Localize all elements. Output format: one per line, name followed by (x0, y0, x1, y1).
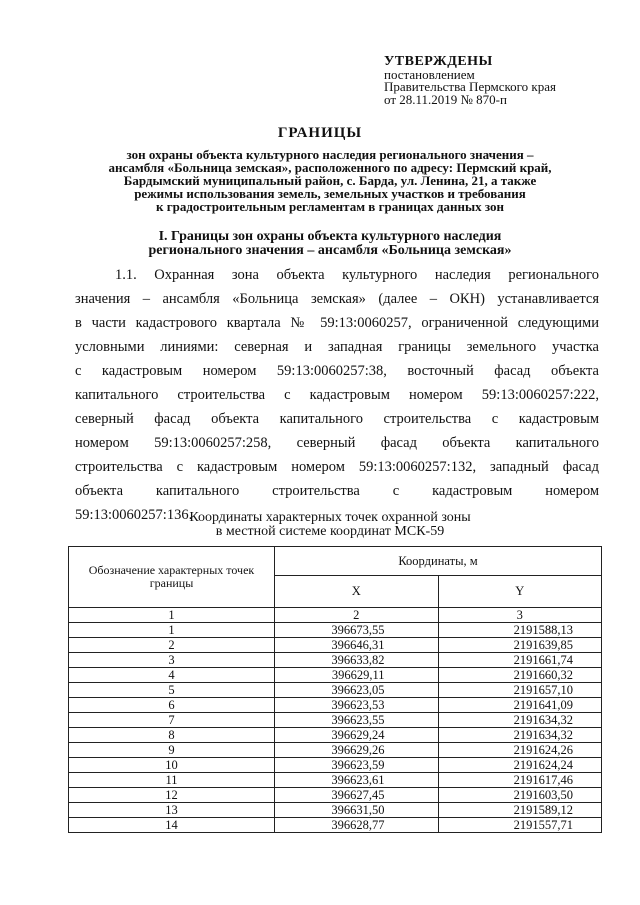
y-coordinate-cell: 2191634,32 (438, 728, 602, 743)
table-row (69, 728, 602, 743)
table-caption-line: в местной системе координат МСК-59 (215, 524, 445, 539)
approval-line: от 28.11.2019 № 870-п (384, 91, 507, 107)
paragraph-line: номером 59:13:0060257:258, северный фасад объекта капитального (75, 435, 599, 451)
x-coordinate-cell: 396627,45 (275, 788, 439, 803)
approval-stamp (384, 56, 556, 106)
y-coordinate-cell: 2191588,13 (438, 623, 602, 638)
column-number: 2 (275, 608, 439, 623)
x-coordinate-cell: 396633,82 (275, 653, 439, 668)
point-number-cell: 6 (69, 698, 275, 713)
y-coordinate-cell: 2191634,32 (438, 713, 602, 728)
y-coordinate-cell: 2191657,10 (438, 683, 602, 698)
x-coordinate-cell: 396623,61 (275, 773, 439, 788)
y-coordinate-cell: 2191603,50 (438, 788, 602, 803)
table-row (69, 758, 602, 773)
column-numbering-row (69, 608, 602, 623)
point-number-cell: 14 (69, 818, 275, 833)
table-row (69, 638, 602, 653)
table-row (69, 713, 602, 728)
x-coordinate-cell: 396646,31 (275, 638, 439, 653)
column-number: 1 (69, 608, 275, 623)
subtitle-line: ансамбля «Больница земская», расположенного по адресу: Пермский край, (108, 160, 552, 175)
x-coordinate-cell: 396623,05 (275, 683, 439, 698)
y-coordinate-cell: 2191661,74 (438, 653, 602, 668)
approval-line: постановлением (384, 66, 475, 82)
paragraph-line: 59:13:0060257:136. (75, 507, 193, 523)
paragraph-line: значения – ансамбля «Больница земская» (далее – ОКН) устанавливается (75, 291, 599, 307)
x-coordinate-cell: 396628,77 (275, 818, 439, 833)
coordinates-table (68, 546, 602, 833)
table-caption-line: Координаты характерных точек охранной зоны (189, 510, 471, 525)
document-title: ГРАНИЦЫ (277, 125, 363, 141)
x-coordinate-cell: 396623,59 (275, 758, 439, 773)
table-row (69, 818, 602, 833)
approval-line: Правительства Пермского края (384, 79, 556, 94)
y-coordinate-cell: 2191617,46 (438, 773, 602, 788)
table-row (69, 788, 602, 803)
paragraph-line: объекта капитального строительства с кадастровым номером (75, 483, 599, 499)
point-number-cell: 4 (69, 668, 275, 683)
table-row (69, 698, 602, 713)
approval-title: УТВЕРЖДЕНЫ (384, 54, 493, 69)
section-heading-line: регионального значения – ансамбля «Больница земская» (148, 243, 512, 258)
y-coordinate-cell: 2191660,32 (438, 668, 602, 683)
paragraph-line: условными линиями: северная и западная границы земельного участка (75, 339, 599, 355)
x-coordinate-cell: 396631,50 (275, 803, 439, 818)
point-number-cell: 13 (69, 803, 275, 818)
subtitle-line: к градостроительным регламентам в границах данных зон (155, 199, 505, 214)
point-number-cell: 7 (69, 713, 275, 728)
point-number-cell: 12 (69, 788, 275, 803)
x-coordinate-cell: 396623,53 (275, 698, 439, 713)
point-number-cell: 3 (69, 653, 275, 668)
subtitle-line: режимы использования земель, земельных участков и требования (134, 186, 526, 201)
paragraph-line: 1.1. Охранная зона объекта культурного наследия регионального (115, 267, 599, 283)
point-number-cell: 10 (69, 758, 275, 773)
point-number-cell: 11 (69, 773, 275, 788)
header-y: Y (438, 576, 602, 608)
subtitle-line: Бардымский муниципальный район, с. Барда, ул. Ленина, 21, а также (123, 173, 537, 188)
point-number-cell: 1 (69, 623, 275, 638)
y-coordinate-cell: 2191639,85 (438, 638, 602, 653)
subtitle-line: зон охраны объекта культурного наследия регионального значения – (126, 147, 534, 162)
table-row (69, 668, 602, 683)
header-coordinates: Координаты, м (275, 547, 602, 576)
x-coordinate-cell: 396629,11 (275, 668, 439, 683)
y-coordinate-cell: 2191624,26 (438, 743, 602, 758)
section-paragraph (75, 263, 599, 527)
table-row (69, 803, 602, 818)
paragraph-line: в части кадастрового квартала № 59:13:0060257, ограниченной следующими (75, 315, 599, 331)
table-row (69, 623, 602, 638)
paragraph-line: северный фасад объекта капитального строительства с кадастровым (75, 411, 599, 427)
paragraph-line: строительства с кадастровым номером 59:13:0060257:132, западный фасад (75, 459, 599, 475)
table-row (69, 743, 602, 758)
point-number-cell: 5 (69, 683, 275, 698)
table-row (69, 773, 602, 788)
point-number-cell: 2 (69, 638, 275, 653)
table-row (69, 653, 602, 668)
paragraph-line: капитального строительства с кадастровым номером 59:13:0060257:222, (75, 387, 599, 403)
paragraph-line: с кадастровым номером 59:13:0060257:38, восточный фасад объекта (75, 363, 599, 379)
y-coordinate-cell: 2191557,71 (438, 818, 602, 833)
x-coordinate-cell: 396673,55 (275, 623, 439, 638)
y-coordinate-cell: 2191589,12 (438, 803, 602, 818)
table-row (69, 683, 602, 698)
header-point-name: Обозначение характерных точек границы (69, 547, 275, 608)
header-x: X (275, 576, 439, 608)
x-coordinate-cell: 396623,55 (275, 713, 439, 728)
y-coordinate-cell: 2191624,24 (438, 758, 602, 773)
x-coordinate-cell: 396629,26 (275, 743, 439, 758)
section-heading-line: I. Границы зон охраны объекта культурного наследия (158, 229, 502, 244)
column-number: 3 (438, 608, 602, 623)
table-caption (0, 511, 640, 539)
section-heading (80, 230, 580, 258)
point-number-cell: 9 (69, 743, 275, 758)
x-coordinate-cell: 396629,24 (275, 728, 439, 743)
point-number-cell: 8 (69, 728, 275, 743)
document-subtitle (60, 148, 600, 213)
y-coordinate-cell: 2191641,09 (438, 698, 602, 713)
